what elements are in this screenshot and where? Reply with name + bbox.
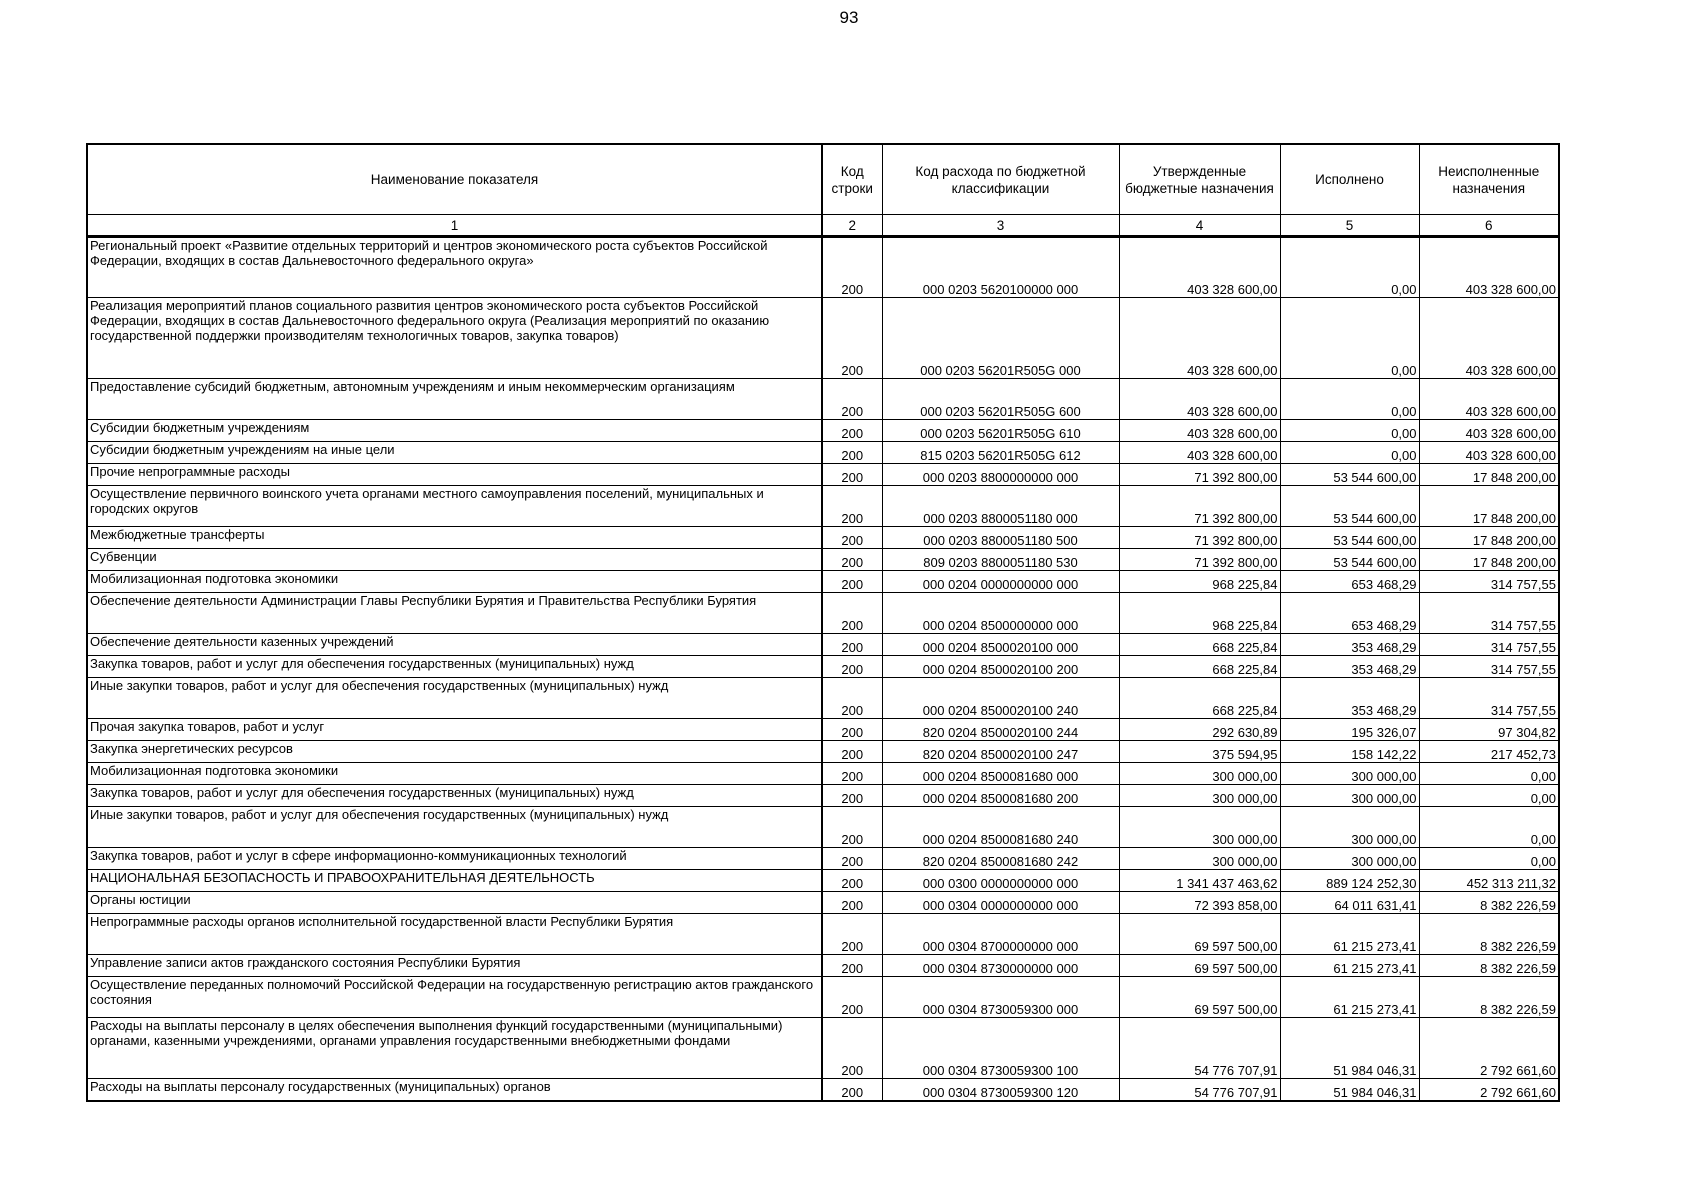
- row-unexecuted: 17 848 200,00: [1419, 464, 1559, 486]
- row-name: Региональный проект «Развитие отдельных территорий и центров экономического роста субъектов Российской Федерации, входящих в состав Дальневосточного федерального округа»: [87, 237, 822, 298]
- row-name: Осуществление переданных полномочий Российской Федерации на государственную регистрацию актов гражданского состояния: [87, 977, 822, 1018]
- row-classification-code: 000 0203 8800051180 000: [882, 486, 1119, 527]
- row-approved: 71 392 800,00: [1119, 527, 1280, 549]
- row-name: Реализация мероприятий планов социального развития центров экономического роста субъектов Российской Федерации, входящих в состав Дальневосточного федерального округа (Реализация мероприятий по оказанию государственной поддержки производителям технологичных товаров, закупка товаров): [87, 298, 822, 379]
- row-unexecuted: 8 382 226,59: [1419, 914, 1559, 955]
- row-name: Непрограммные расходы органов исполнительной государственной власти Республики Бурятия: [87, 914, 822, 955]
- row-line-code: 200: [822, 848, 882, 870]
- row-line-code: 200: [822, 785, 882, 807]
- row-classification-code: 815 0203 56201R505G 612: [882, 442, 1119, 464]
- row-line-code: 200: [822, 656, 882, 678]
- row-executed: 195 326,07: [1280, 719, 1419, 741]
- row-name: Межбюджетные трансферты: [87, 527, 822, 549]
- row-unexecuted: 0,00: [1419, 848, 1559, 870]
- row-classification-code: 000 0304 0000000000 000: [882, 892, 1119, 914]
- row-executed: 0,00: [1280, 420, 1419, 442]
- row-name: Субсидии бюджетным учреждениям на иные цели: [87, 442, 822, 464]
- row-line-code: 200: [822, 1079, 882, 1101]
- row-approved: 69 597 500,00: [1119, 977, 1280, 1018]
- row-executed: 53 544 600,00: [1280, 527, 1419, 549]
- row-line-code: 200: [822, 678, 882, 719]
- row-name: Расходы на выплаты персоналу в целях обеспечения выполнения функций государственными (муниципальными) органами, казенными учреждениями, органами управления государственными внебюджетными фондами: [87, 1018, 822, 1079]
- column-numbers-row: [87, 215, 1559, 237]
- row-name: Иные закупки товаров, работ и услуг для обеспечения государственных (муниципальных) нужд: [87, 678, 822, 719]
- column-number: 5: [1280, 215, 1419, 237]
- row-line-code: 200: [822, 420, 882, 442]
- column-number: 6: [1419, 215, 1559, 237]
- row-name: Прочая закупка товаров, работ и услуг: [87, 719, 822, 741]
- table-row: [87, 298, 1559, 379]
- row-executed: 64 011 631,41: [1280, 892, 1419, 914]
- header-indicator-name: Наименование показателя: [87, 144, 822, 215]
- row-unexecuted: 403 328 600,00: [1419, 420, 1559, 442]
- row-unexecuted: 17 848 200,00: [1419, 527, 1559, 549]
- column-number: 3: [882, 215, 1119, 237]
- header-unexecuted: Неисполненные назначения: [1419, 144, 1559, 215]
- row-approved: 403 328 600,00: [1119, 379, 1280, 420]
- row-classification-code: 000 0204 8500020100 200: [882, 656, 1119, 678]
- row-classification-code: 000 0300 0000000000 000: [882, 870, 1119, 892]
- row-name: Субвенции: [87, 549, 822, 571]
- row-approved: 403 328 600,00: [1119, 442, 1280, 464]
- row-unexecuted: 403 328 600,00: [1419, 237, 1559, 298]
- row-approved: 403 328 600,00: [1119, 237, 1280, 298]
- row-line-code: 200: [822, 464, 882, 486]
- table-row: [87, 763, 1559, 785]
- row-executed: 53 544 600,00: [1280, 464, 1419, 486]
- row-executed: 53 544 600,00: [1280, 486, 1419, 527]
- row-line-code: 200: [822, 719, 882, 741]
- row-unexecuted: 314 757,55: [1419, 678, 1559, 719]
- column-number: 4: [1119, 215, 1280, 237]
- row-name: Обеспечение деятельности Администрации Главы Республики Бурятия и Правительства Республики Бурятия: [87, 593, 822, 634]
- table-row: [87, 442, 1559, 464]
- row-executed: 653 468,29: [1280, 593, 1419, 634]
- row-approved: 375 594,95: [1119, 741, 1280, 763]
- row-approved: 300 000,00: [1119, 848, 1280, 870]
- row-approved: 292 630,89: [1119, 719, 1280, 741]
- row-classification-code: 000 0304 8730000000 000: [882, 955, 1119, 977]
- table-row: [87, 870, 1559, 892]
- row-unexecuted: 17 848 200,00: [1419, 486, 1559, 527]
- row-unexecuted: 2 792 661,60: [1419, 1079, 1559, 1101]
- row-unexecuted: 217 452,73: [1419, 741, 1559, 763]
- row-approved: 668 225,84: [1119, 656, 1280, 678]
- row-line-code: 200: [822, 379, 882, 420]
- table-row: [87, 1079, 1559, 1101]
- row-executed: 300 000,00: [1280, 807, 1419, 848]
- row-approved: 69 597 500,00: [1119, 914, 1280, 955]
- row-name: Мобилизационная подготовка экономики: [87, 763, 822, 785]
- row-classification-code: 820 0204 8500020100 244: [882, 719, 1119, 741]
- column-number: 1: [87, 215, 822, 237]
- row-approved: 300 000,00: [1119, 807, 1280, 848]
- header-executed: Исполнено: [1280, 144, 1419, 215]
- row-classification-code: 000 0204 8500020100 000: [882, 634, 1119, 656]
- row-executed: 300 000,00: [1280, 785, 1419, 807]
- row-classification-code: 000 0304 8730059300 120: [882, 1079, 1119, 1101]
- row-unexecuted: 97 304,82: [1419, 719, 1559, 741]
- table-row: [87, 848, 1559, 870]
- table-row: [87, 656, 1559, 678]
- table-row: [87, 807, 1559, 848]
- row-classification-code: 000 0203 8800051180 500: [882, 527, 1119, 549]
- row-classification-code: 809 0203 8800051180 530: [882, 549, 1119, 571]
- row-unexecuted: 17 848 200,00: [1419, 549, 1559, 571]
- row-unexecuted: 8 382 226,59: [1419, 892, 1559, 914]
- row-executed: 0,00: [1280, 298, 1419, 379]
- row-line-code: 200: [822, 634, 882, 656]
- row-unexecuted: 403 328 600,00: [1419, 442, 1559, 464]
- row-classification-code: 000 0204 8500081680 240: [882, 807, 1119, 848]
- header-budget-classification: Код расхода по бюджетной классификации: [882, 144, 1119, 215]
- table-row: [87, 977, 1559, 1018]
- row-unexecuted: 0,00: [1419, 807, 1559, 848]
- column-number: 2: [822, 215, 882, 237]
- table-row: [87, 892, 1559, 914]
- row-unexecuted: 0,00: [1419, 785, 1559, 807]
- row-approved: 403 328 600,00: [1119, 298, 1280, 379]
- table-row: [87, 741, 1559, 763]
- row-classification-code: 000 0204 0000000000 000: [882, 571, 1119, 593]
- row-name: Расходы на выплаты персоналу государственных (муниципальных) органов: [87, 1079, 822, 1101]
- row-executed: 653 468,29: [1280, 571, 1419, 593]
- table-row: [87, 593, 1559, 634]
- row-classification-code: 000 0203 5620100000 000: [882, 237, 1119, 298]
- table-row: [87, 486, 1559, 527]
- row-classification-code: 000 0304 8700000000 000: [882, 914, 1119, 955]
- table-row: [87, 719, 1559, 741]
- row-line-code: 200: [822, 298, 882, 379]
- row-unexecuted: 8 382 226,59: [1419, 977, 1559, 1018]
- row-executed: 353 468,29: [1280, 656, 1419, 678]
- row-unexecuted: 8 382 226,59: [1419, 955, 1559, 977]
- row-approved: 69 597 500,00: [1119, 955, 1280, 977]
- row-approved: 54 776 707,91: [1119, 1079, 1280, 1101]
- row-line-code: 200: [822, 763, 882, 785]
- row-executed: 0,00: [1280, 379, 1419, 420]
- row-approved: 71 392 800,00: [1119, 486, 1280, 527]
- row-executed: 53 544 600,00: [1280, 549, 1419, 571]
- row-approved: 300 000,00: [1119, 785, 1280, 807]
- page-number: 93: [839, 8, 859, 27]
- row-name: Закупка товаров, работ и услуг для обеспечения государственных (муниципальных) нужд: [87, 656, 822, 678]
- row-line-code: 200: [822, 1018, 882, 1079]
- row-unexecuted: 0,00: [1419, 763, 1559, 785]
- row-line-code: 200: [822, 977, 882, 1018]
- table-row: [87, 678, 1559, 719]
- row-classification-code: 000 0203 8800000000 000: [882, 464, 1119, 486]
- row-approved: 968 225,84: [1119, 593, 1280, 634]
- row-line-code: 200: [822, 593, 882, 634]
- row-name: Субсидии бюджетным учреждениям: [87, 420, 822, 442]
- row-approved: 968 225,84: [1119, 571, 1280, 593]
- row-executed: 61 215 273,41: [1280, 914, 1419, 955]
- header-line-code: Код строки: [822, 144, 882, 215]
- row-name: Органы юстиции: [87, 892, 822, 914]
- row-classification-code: 820 0204 8500081680 242: [882, 848, 1119, 870]
- row-classification-code: 000 0204 8500081680 200: [882, 785, 1119, 807]
- row-unexecuted: 314 757,55: [1419, 656, 1559, 678]
- row-unexecuted: 403 328 600,00: [1419, 298, 1559, 379]
- row-classification-code: 000 0304 8730059300 100: [882, 1018, 1119, 1079]
- row-executed: 51 984 046,31: [1280, 1079, 1419, 1101]
- row-classification-code: 000 0203 56201R505G 610: [882, 420, 1119, 442]
- table-row: [87, 237, 1559, 298]
- row-classification-code: 000 0304 8730059300 000: [882, 977, 1119, 1018]
- row-approved: 71 392 800,00: [1119, 464, 1280, 486]
- row-approved: 403 328 600,00: [1119, 420, 1280, 442]
- row-name: Осуществление первичного воинского учета органами местного самоуправления поселений, муниципальных и городских округов: [87, 486, 822, 527]
- row-unexecuted: 314 757,55: [1419, 571, 1559, 593]
- row-executed: 158 142,22: [1280, 741, 1419, 763]
- row-name: Предоставление субсидий бюджетным, автономным учреждениям и иным некоммерческим организациям: [87, 379, 822, 420]
- row-name: Мобилизационная подготовка экономики: [87, 571, 822, 593]
- table-row: [87, 464, 1559, 486]
- row-line-code: 200: [822, 892, 882, 914]
- row-name: НАЦИОНАЛЬНАЯ БЕЗОПАСНОСТЬ И ПРАВООХРАНИТЕЛЬНАЯ ДЕЯТЕЛЬНОСТЬ: [87, 870, 822, 892]
- row-classification-code: 000 0203 56201R505G 600: [882, 379, 1119, 420]
- row-executed: 0,00: [1280, 442, 1419, 464]
- row-line-code: 200: [822, 442, 882, 464]
- row-name: Закупка товаров, работ и услуг для обеспечения государственных (муниципальных) нужд: [87, 785, 822, 807]
- row-line-code: 200: [822, 807, 882, 848]
- row-approved: 1 341 437 463,62: [1119, 870, 1280, 892]
- row-classification-code: 000 0204 8500000000 000: [882, 593, 1119, 634]
- table-row: [87, 955, 1559, 977]
- row-line-code: 200: [822, 549, 882, 571]
- row-line-code: 200: [822, 486, 882, 527]
- row-approved: 300 000,00: [1119, 763, 1280, 785]
- row-executed: 300 000,00: [1280, 848, 1419, 870]
- row-name: Иные закупки товаров, работ и услуг для обеспечения государственных (муниципальных) нужд: [87, 807, 822, 848]
- row-executed: 353 468,29: [1280, 678, 1419, 719]
- table-row: [87, 379, 1559, 420]
- row-name: Обеспечение деятельности казенных учреждений: [87, 634, 822, 656]
- row-line-code: 200: [822, 955, 882, 977]
- header-approved: Утвержденные бюджетные назначения: [1119, 144, 1280, 215]
- row-approved: 71 392 800,00: [1119, 549, 1280, 571]
- row-approved: 668 225,84: [1119, 678, 1280, 719]
- row-name: Закупка товаров, работ и услуг в сфере информационно-коммуникационных технологий: [87, 848, 822, 870]
- table-row: [87, 1018, 1559, 1079]
- row-line-code: 200: [822, 914, 882, 955]
- table-row: [87, 549, 1559, 571]
- table-row: [87, 785, 1559, 807]
- row-unexecuted: 2 792 661,60: [1419, 1018, 1559, 1079]
- row-line-code: 200: [822, 237, 882, 298]
- row-name: Прочие непрограммные расходы: [87, 464, 822, 486]
- row-unexecuted: 314 757,55: [1419, 593, 1559, 634]
- row-unexecuted: 314 757,55: [1419, 634, 1559, 656]
- row-approved: 668 225,84: [1119, 634, 1280, 656]
- row-line-code: 200: [822, 571, 882, 593]
- row-executed: 51 984 046,31: [1280, 1018, 1419, 1079]
- row-classification-code: 820 0204 8500020100 247: [882, 741, 1119, 763]
- row-name: Управление записи актов гражданского состояния Республики Бурятия: [87, 955, 822, 977]
- row-executed: 300 000,00: [1280, 763, 1419, 785]
- row-name: Закупка энергетических ресурсов: [87, 741, 822, 763]
- table-row: [87, 914, 1559, 955]
- row-unexecuted: 452 313 211,32: [1419, 870, 1559, 892]
- row-executed: 61 215 273,41: [1280, 955, 1419, 977]
- row-classification-code: 000 0204 8500081680 000: [882, 763, 1119, 785]
- table-row: [87, 634, 1559, 656]
- row-line-code: 200: [822, 870, 882, 892]
- row-classification-code: 000 0204 8500020100 240: [882, 678, 1119, 719]
- table-row: [87, 527, 1559, 549]
- row-executed: 889 124 252,30: [1280, 870, 1419, 892]
- row-line-code: 200: [822, 741, 882, 763]
- row-approved: 54 776 707,91: [1119, 1018, 1280, 1079]
- row-executed: 0,00: [1280, 237, 1419, 298]
- row-line-code: 200: [822, 527, 882, 549]
- row-classification-code: 000 0203 56201R505G 000: [882, 298, 1119, 379]
- row-executed: 353 468,29: [1280, 634, 1419, 656]
- table-row: [87, 420, 1559, 442]
- table-row: [87, 571, 1559, 593]
- row-unexecuted: 403 328 600,00: [1419, 379, 1559, 420]
- budget-execution-table: [86, 143, 1560, 1102]
- row-executed: 61 215 273,41: [1280, 977, 1419, 1018]
- table-header-row: [87, 144, 1559, 215]
- row-approved: 72 393 858,00: [1119, 892, 1280, 914]
